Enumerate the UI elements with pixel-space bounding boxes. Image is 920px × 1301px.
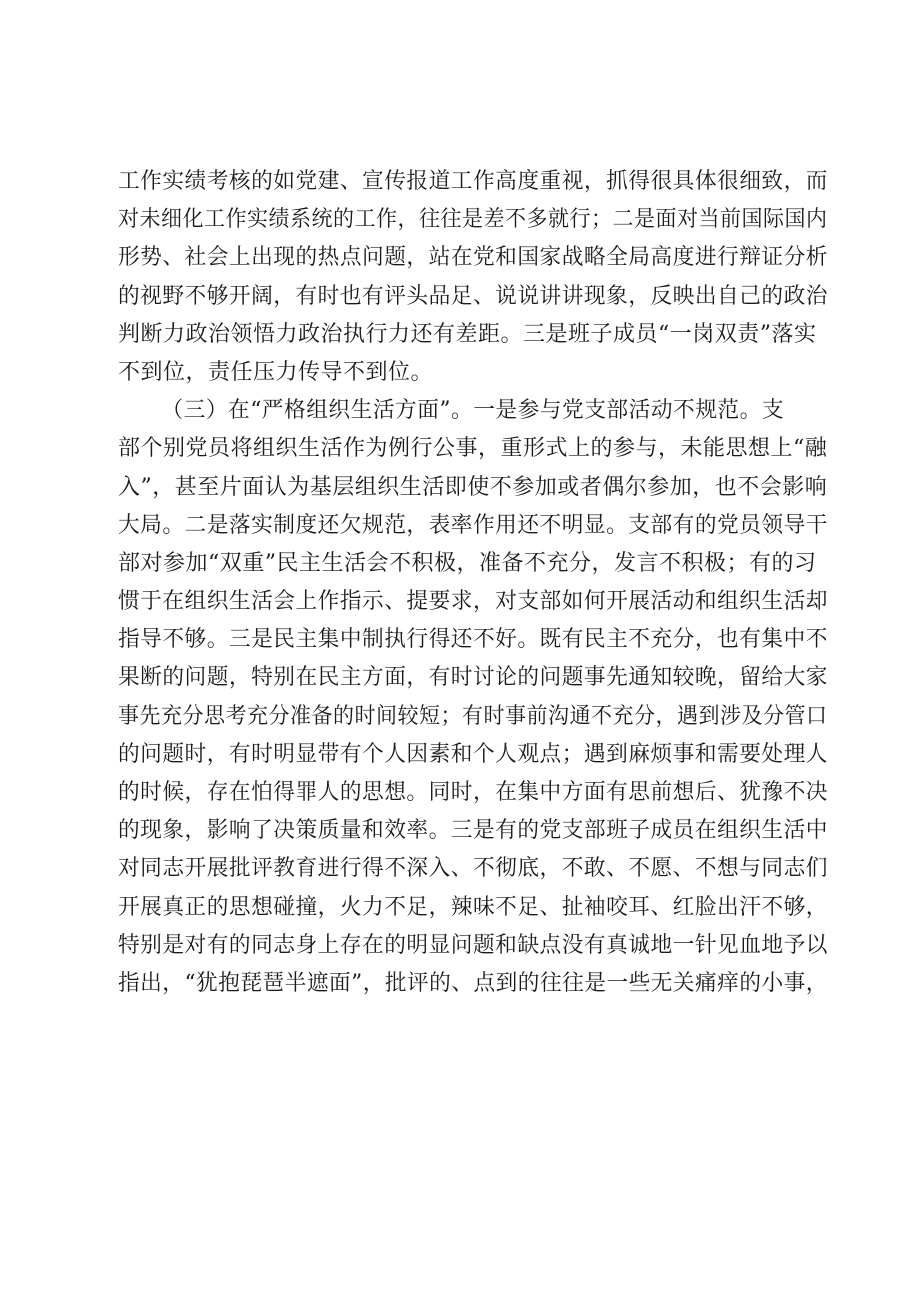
text-line: 大局。二是落实制度还欠规范，表率作用还不明显。支部有的党员领导干 <box>118 512 829 538</box>
text-line: 果断的问题，特别在民主方面，有时讨论的问题事先通知较晚，留给大家 <box>118 665 829 691</box>
text-line: 的问题时，有时明显带有个人因素和个人观点；遇到麻烦事和需要处理人 <box>118 741 829 767</box>
text-line: 的时候，存在怕得罪人的思想。同时，在集中方面有思前想后、犹豫不决 <box>118 780 829 805</box>
text-line: 入”，甚至片面认为基层组织生活即使不参加或者偶尔参加，也不会影响 <box>118 474 828 500</box>
text-line: 的视野不够开阔，有时也有评头品足、说说讲讲现象，反映出自己的政治 <box>118 283 829 309</box>
text-line: 指导不够。三是民主集中制执行得还不好。既有民主不充分，也有集中不 <box>118 627 829 653</box>
text-line: 工作实绩考核的如党建、宣传报道工作高度重视，抓得很具体很细致，而 <box>118 169 829 194</box>
text-line: 事先充分思考充分准备的时间较短；有时事前沟通不充分，遇到涉及分管口 <box>118 703 828 729</box>
text-line: 不到位，责任压力传导不到位。 <box>118 359 434 385</box>
section-heading-line: （三）在“严格组织生活方面”。一是参与党支部活动不规范。支 <box>161 398 785 424</box>
text-line: 对同志开展批评教育进行得不深入、不彻底，不敢、不愿、不想与同志们 <box>118 856 829 882</box>
text-line: 开展真正的思想碰撞，火力不足，辣味不足、扯袖咬耳、红脸出汗不够， <box>118 894 829 920</box>
text-line: 对未细化工作实绩系统的工作，往往是差不多就行；二是面对当前国际国内 <box>118 207 828 233</box>
text-line: 指出，“犹抱琵琶半遮面”，批评的、点到的往往是一些无关痛痒的小事， <box>118 970 828 996</box>
text-line: 惯于在组织生活会上作指示、提要求，对支部如何开展活动和组织生活却 <box>118 589 829 615</box>
text-line: 部对参加“双重”民主生活会不积极，准备不充分，发言不积极；有的习 <box>118 550 817 576</box>
text-line: 的现象，影响了决策质量和效率。三是有的党支部班子成员在组织生活中 <box>118 818 829 844</box>
text-line: 形势、社会上出现的热点问题，站在党和国家战略全局高度进行辩证分析 <box>118 245 829 271</box>
text-line: 判断力政治领悟力政治执行力还有差距。三是班子成员“一岗双责”落实 <box>118 321 817 347</box>
body-text <box>118 163 828 1003</box>
text-line: 特别是对有的同志身上存在的明显问题和缺点没有真诚地一针见血地予以 <box>118 932 829 958</box>
text-line: 部个别党员将组织生活作为例行公事，重形式上的参与，未能思想上“融 <box>118 436 828 462</box>
